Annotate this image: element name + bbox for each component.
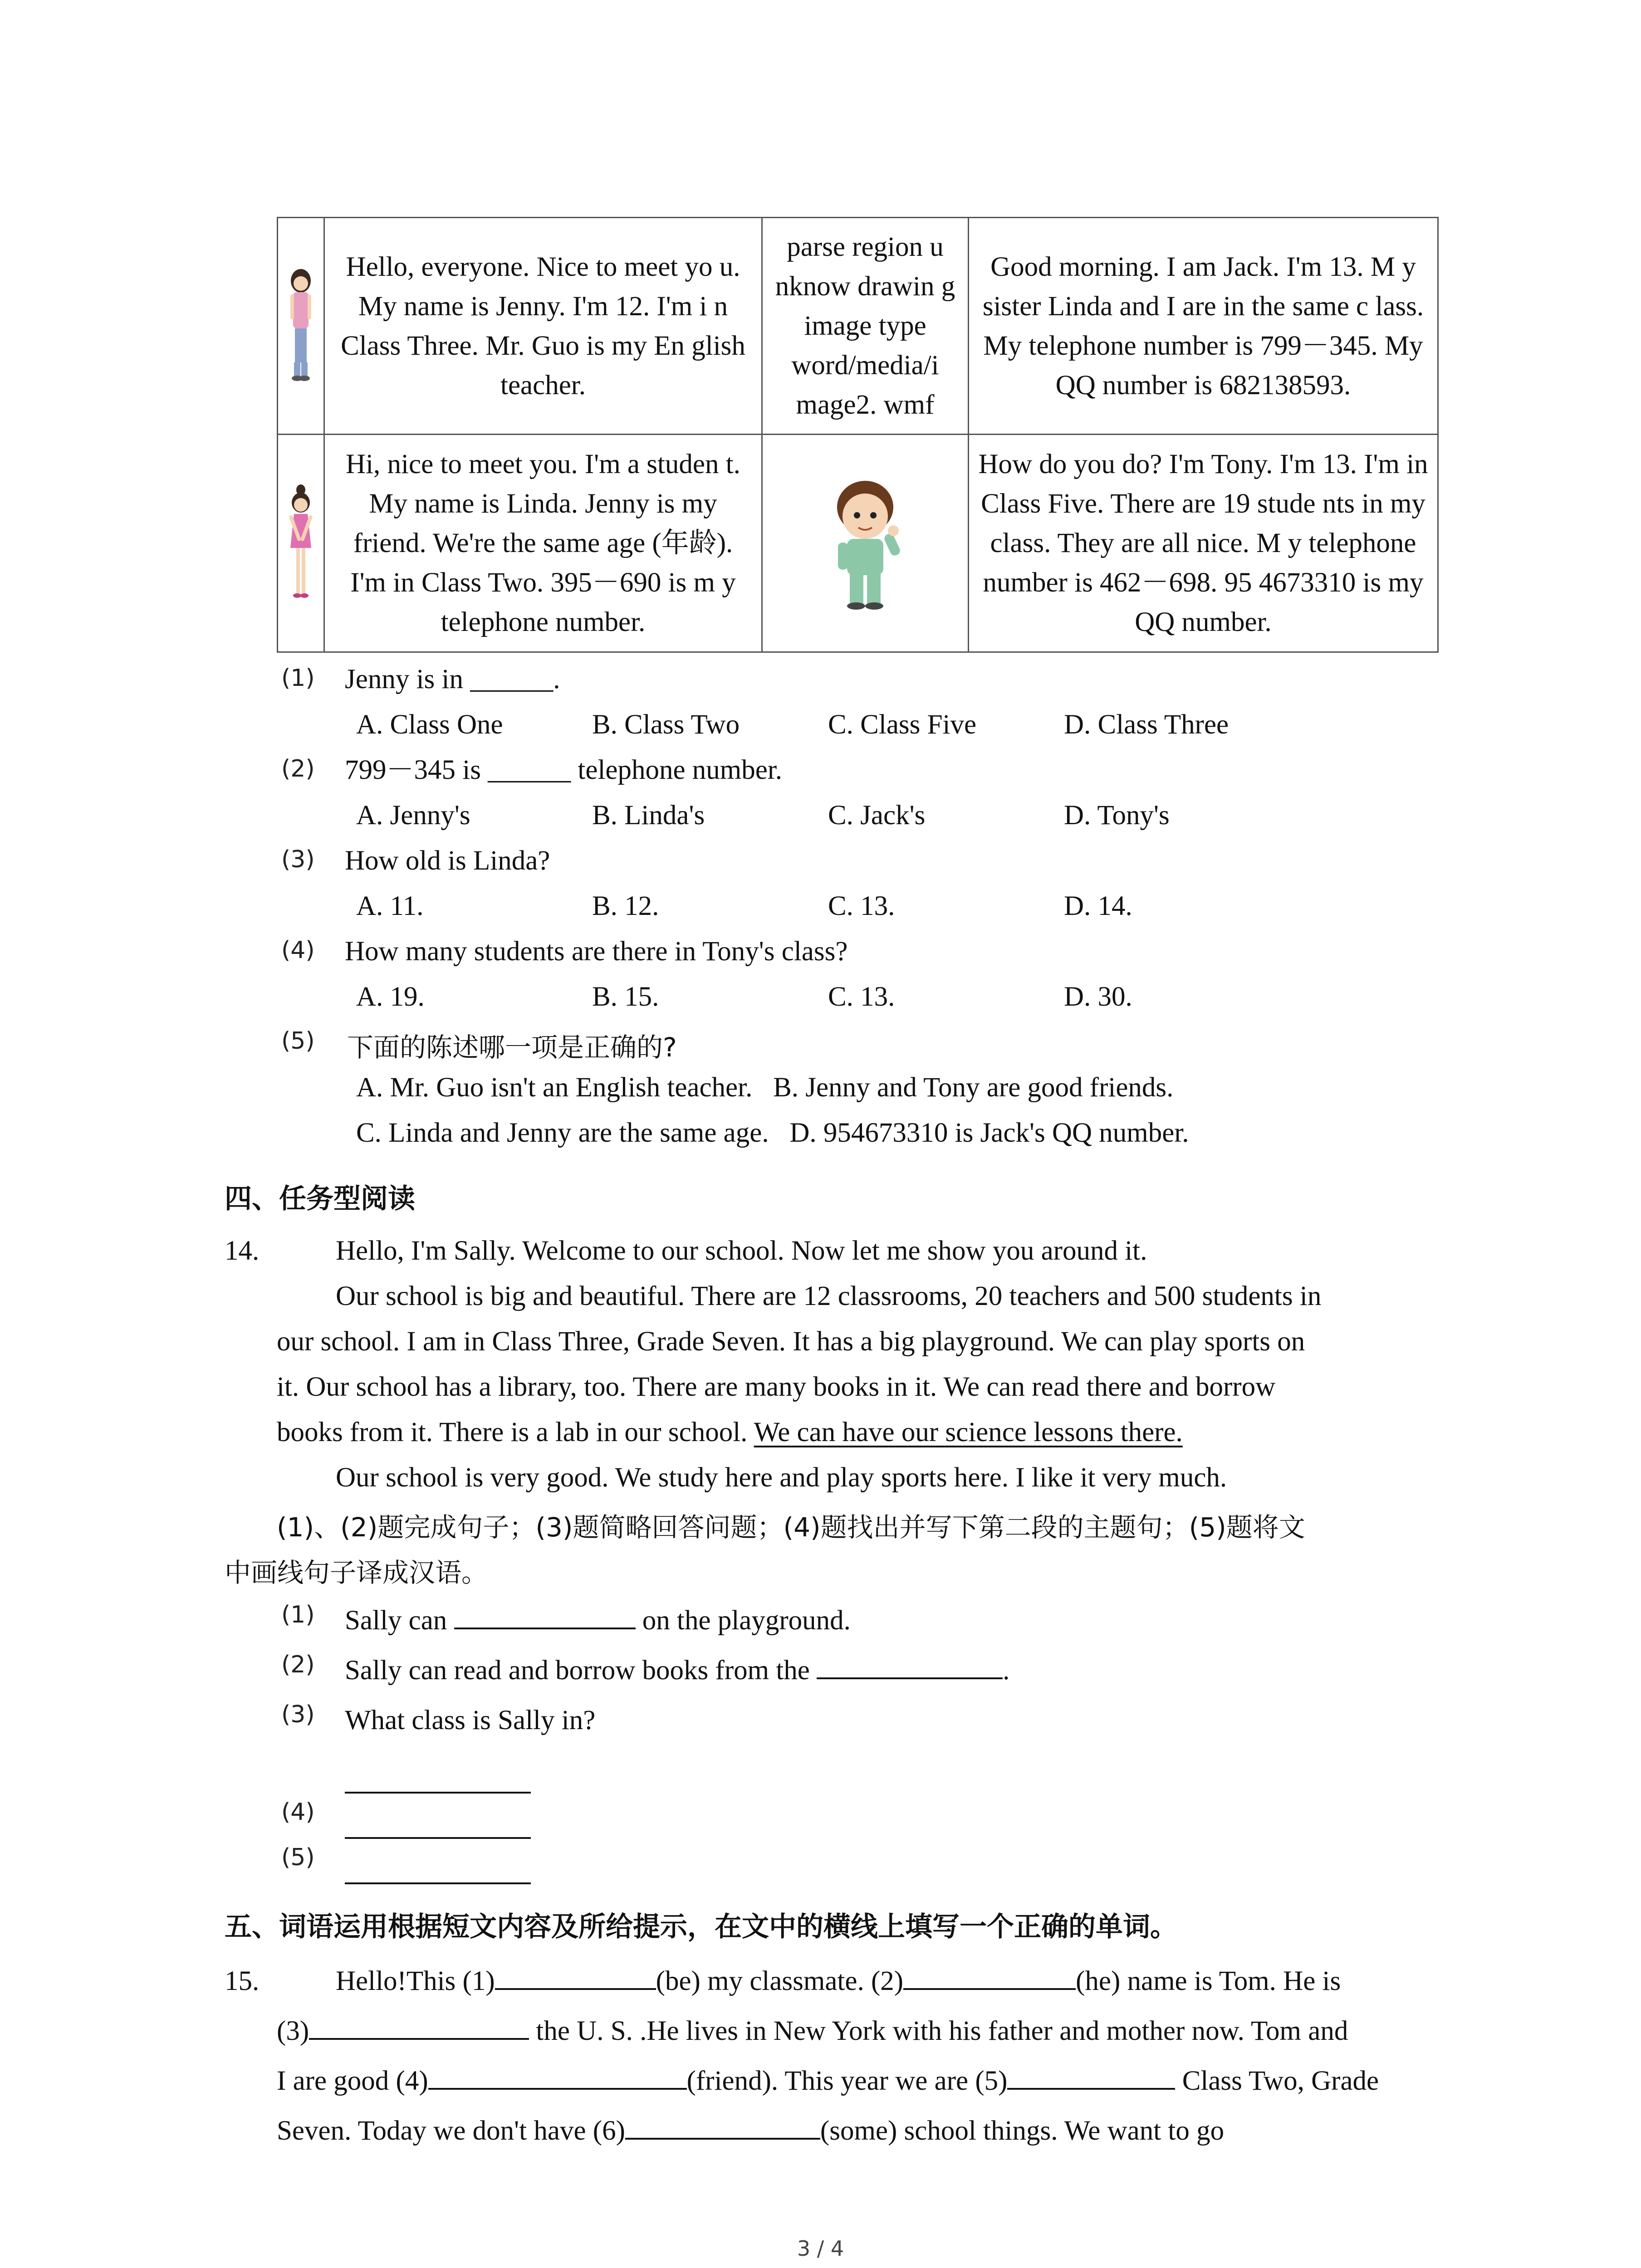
q15-line-4-part-2: (some) school things. We want to go	[820, 2116, 1225, 2146]
q15-line-2-part-2: the U. S. .He lives in New York with his father and mother now. Tom and	[536, 2016, 1348, 2046]
q13-2-number: (2)	[281, 755, 315, 782]
passage-line-4: it. Our school has a library, too. There are many books in it. We can read there and borrow	[277, 1372, 1276, 1402]
q13-3-option-d: D. 14.	[1064, 891, 1132, 921]
q15-line-4	[277, 2112, 1224, 2150]
q13-1-option-a: A. Class One	[356, 709, 503, 740]
q15-blank-3[interactable]	[309, 2012, 529, 2040]
q15-blank-5[interactable]	[1007, 2062, 1175, 2090]
q14-3-question: What class is Sally in?	[345, 1705, 596, 1735]
q14-3-answer-line[interactable]	[345, 1792, 531, 1794]
q15-line-3-part-3: Class Two, Grade	[1182, 2066, 1379, 2096]
q14-2-number: (2)	[281, 1651, 315, 1678]
q14-2-blank[interactable]	[817, 1651, 1003, 1679]
q15-line-1-part-1: Hello!This (1)	[336, 1966, 495, 1996]
q13-1-option-b: B. Class Two	[592, 709, 740, 740]
passage-line-5-text: books from it. There is a lab in our school.	[277, 1417, 754, 1447]
q13-3-stem: How old is Linda?	[345, 846, 550, 876]
q14-1-before: Sally can	[345, 1605, 447, 1636]
q13-5-options-line-2: C. Linda and Jenny are the same age. D. 954673310 is Jack's QQ number.	[356, 1118, 1189, 1148]
q14-1-line	[345, 1601, 851, 1640]
q14-1-after: on the playground.	[642, 1605, 851, 1636]
q13-5-number: (5)	[281, 1027, 315, 1055]
q15-line-1-part-2: (be) my classmate. (2)	[656, 1966, 904, 1996]
q13-2-stem: 799－345 is ______ telephone number.	[345, 755, 783, 785]
jenny-text-cell	[324, 218, 762, 435]
q15-line-3-part-2: (friend). This year we are (5)	[686, 2066, 1008, 2096]
q14-1-blank[interactable]	[454, 1601, 636, 1629]
girl-figure-cell	[278, 218, 324, 435]
q13-2-option-c: C. Jack's	[828, 800, 926, 831]
q14-2-line	[345, 1651, 1009, 1690]
passage-line-3: our school. I am in Class Three, Grade Seven. It has a big playground. We can play sports on	[277, 1326, 1305, 1357]
passage-line-2: Our school is big and beautiful. There are 12 classrooms, 20 teachers and 500 students in	[336, 1281, 1322, 1311]
q14-4-number: (4)	[281, 1799, 315, 1826]
instructions-line-2: 中画线句子译成汉语。	[225, 1557, 488, 1588]
q13-1-option-c: C. Class Five	[828, 709, 977, 740]
reading-table	[277, 217, 1439, 653]
q14-3-number: (3)	[281, 1701, 315, 1728]
q14-4-answer-line[interactable]	[345, 1837, 531, 1839]
passage-line-6: Our school is very good. We study here and play sports here. I like it very much.	[336, 1462, 1227, 1493]
girl-jenny-icon	[285, 267, 317, 385]
section4-heading: 四、任务型阅读	[225, 1183, 415, 1215]
passage-line-1: Hello, I'm Sally. Welcome to our school. Now let me show you around it.	[336, 1236, 1147, 1266]
q15-line-1	[336, 1962, 1341, 2000]
jack-text-cell	[969, 218, 1438, 435]
q15-line-3	[277, 2062, 1379, 2100]
q15-blank-6[interactable]	[625, 2112, 820, 2140]
instructions-line-1: (1)、(2)题完成句子；(3)题简略回答问题；(4)题找出并写下第二段的主题句；(5)题将文	[277, 1512, 1305, 1543]
q15-line-2	[277, 2012, 1348, 2050]
q13-3-option-c: C. 13.	[828, 891, 895, 921]
q13-5-stem: 下面的陈述哪一项是正确的?	[347, 1032, 677, 1063]
q13-2-option-a: A. Jenny's	[356, 800, 470, 831]
tony-text-cell	[969, 435, 1438, 652]
q15-number: 15.	[225, 1966, 260, 1996]
page-number: 3 / 4	[797, 2236, 844, 2261]
q15-blank-4[interactable]	[428, 2062, 687, 2090]
q15-line-2-part-1: (3)	[277, 2016, 309, 2046]
q15-blank-1[interactable]	[495, 1962, 656, 1990]
linda-text-cell	[324, 435, 762, 652]
q14-2-after: .	[1003, 1655, 1010, 1686]
q15-line-3-part-1: I are good (4)	[277, 2066, 428, 2096]
q14-5-number: (5)	[281, 1844, 315, 1871]
q13-2-option-d: D. Tony's	[1064, 800, 1170, 831]
q14-5-answer-line[interactable]	[345, 1882, 531, 1884]
q13-2-option-b: B. Linda's	[592, 800, 705, 831]
q15-line-1-part-3: (he) name is Tom. He is	[1076, 1966, 1341, 1996]
q13-1-option-d: D. Class Three	[1064, 709, 1229, 740]
underlined-sentence: We can have our science lessons there.	[754, 1417, 1183, 1447]
jenny-text: Hello, everyone. Nice to meet yo u. My name is Jenny. I'm 12. I'm i n Class Three. Mr. Guo is my En glish teacher.	[341, 251, 745, 401]
q13-3-number: (3)	[281, 846, 315, 873]
section5-heading: 五、词语运用根据短文内容及所给提示，在文中的横线上填写一个正确的单词。	[225, 1911, 1177, 1943]
middle-text-cell	[762, 218, 969, 435]
q13-1-stem: Jenny is in ______.	[345, 664, 560, 694]
q13-4-option-a: A. 19.	[356, 982, 425, 1012]
q14-number: 14.	[225, 1236, 260, 1266]
q13-4-option-b: B. 15.	[592, 982, 659, 1012]
q14-2-before: Sally can read and borrow books from the	[345, 1655, 810, 1686]
boy-figure-cell	[762, 435, 969, 652]
tony-text: How do you do? I'm Tony. I'm 13. I'm in Class Five. There are 19 stude nts in my class. They are all nice. M y telephone number is 462－698. 95 4673310 is my QQ number.	[978, 449, 1428, 637]
jack-text: Good morning. I am Jack. I'm 13. M y sister Linda and I are in the same c lass. My telephone number is 799－345. My QQ number is 682138593.	[982, 251, 1424, 401]
girl-figure-cell-2	[278, 435, 324, 652]
passage-line-5	[277, 1413, 1183, 1452]
q13-3-option-b: B. 12.	[592, 891, 659, 921]
q14-1-number: (1)	[281, 1601, 315, 1628]
q13-4-number: (4)	[281, 937, 315, 964]
q13-1-number: (1)	[281, 665, 315, 692]
image-placeholder-text: parse region u nknow drawin g image type word/media/i mage2. wmf	[775, 232, 955, 420]
q13-5-options-line-1: A. Mr. Guo isn't an English teacher. B. Jenny and Tony are good friends.	[356, 1072, 1174, 1103]
q13-4-option-d: D. 30.	[1064, 982, 1132, 1012]
linda-text: Hi, nice to meet you. I'm a studen t. My name is Linda. Jenny is my friend. We're the same age (年龄). I'm in Class Two. 395－690 is m y telephone number.	[346, 449, 740, 637]
q15-line-4-part-1: Seven. Today we don't have (6)	[277, 2116, 625, 2146]
q13-4-stem: How many students are there in Tony's class?	[345, 936, 848, 967]
q15-blank-2[interactable]	[903, 1962, 1076, 1990]
q13-4-option-c: C. 13.	[828, 982, 895, 1012]
girl-linda-icon	[285, 480, 317, 607]
boy-tony-icon	[815, 475, 915, 611]
q13-3-option-a: A. 11.	[356, 891, 424, 921]
